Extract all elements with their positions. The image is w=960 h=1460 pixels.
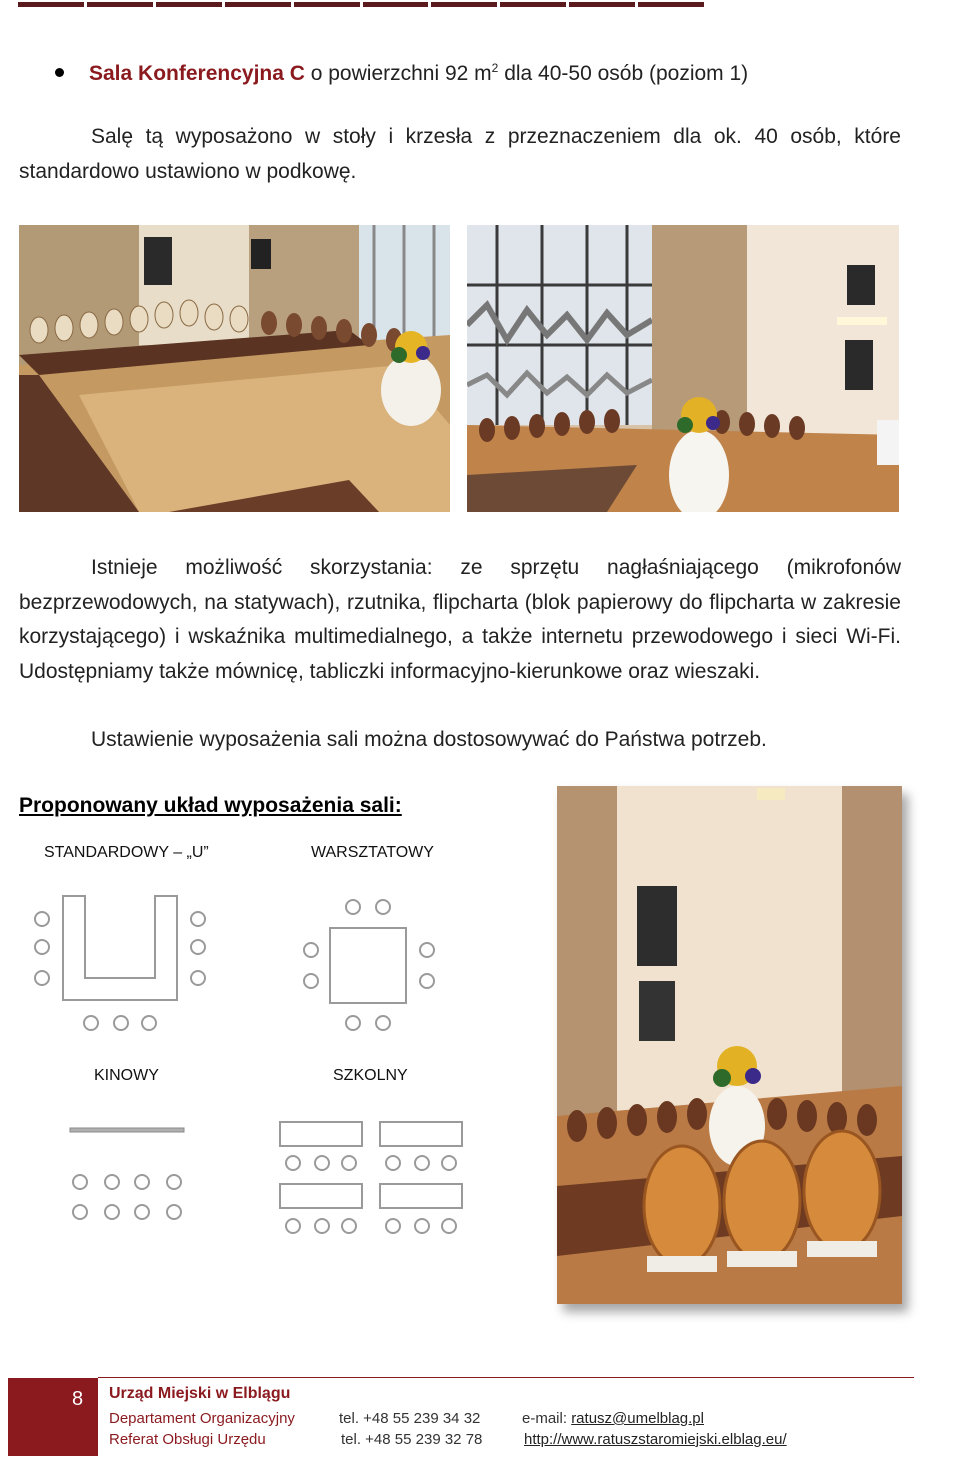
room-photo-left [19, 225, 450, 512]
page-number: 8 [72, 1388, 84, 1410]
footer-email-row [522, 1410, 704, 1427]
layouts-title: Proponowany układ wyposażenia sali: [19, 794, 402, 817]
layout-label-workshop: WARSZTATOWY [311, 844, 434, 861]
footer-page-block [8, 1378, 98, 1456]
top-decorative-bar [18, 2, 704, 7]
footer-department: Departament Organizacyjny [109, 1410, 295, 1427]
room-area-text: o powierzchni 92 m [304, 62, 492, 85]
room-heading [55, 53, 748, 89]
layout-customization-note: Ustawienie wyposażenia sali można dostosowywać do Państwa potrzeb. [91, 728, 767, 751]
layout-label-cinema: KINOWY [94, 1067, 159, 1084]
diagram-school-layout [275, 1118, 470, 1238]
footer-divider [98, 1377, 914, 1378]
room-description: Salę tą wyposażono w stoły i krzesła z przeznaczeniem dla ok. 40 osób, które standardowo ustawiono w podkowę. [19, 125, 901, 183]
diagram-u-layout [30, 890, 220, 1035]
area-unit-superscript: 2 [491, 61, 499, 75]
footer-email-label: e-mail: [522, 1410, 572, 1427]
equipment-description: Istnieje możliwość skorzystania: ze sprzętu nagłaśniającego (mikrofonów bezprzewodowych, na statywach), rzutnika, flipcharta (blok papierowy do flipcharta w zakresie korzystającego) i wskaźnika multimedialnego, a także internetu przewodowego i sieci Wi-Fi. Udostępniamy także mównicę, tabliczki informacyjno-kierunkowe oraz wieszaki. [19, 556, 901, 683]
layout-label-school: SZKOLNY [333, 1067, 408, 1084]
layout-label-standard: STANDARDOWY – „U” [44, 844, 209, 861]
bullet-icon [55, 68, 64, 77]
footer-website-link[interactable]: http://www.ratuszstaromiejski.elblag.eu/ [524, 1431, 787, 1448]
footer-office: Referat Obsługi Urzędu [109, 1431, 266, 1448]
room-photo-tall [557, 786, 902, 1304]
diagram-cinema-layout [60, 1120, 195, 1225]
footer-phone-1: tel. +48 55 239 34 32 [339, 1410, 481, 1427]
footer-email-link[interactable]: ratusz@umelblag.pl [571, 1410, 704, 1427]
footer-website-row [524, 1431, 787, 1448]
footer-phone-2: tel. +48 55 239 32 78 [341, 1431, 483, 1448]
room-name: Sala Konferencyjna C [89, 62, 305, 85]
room-photo-right [467, 225, 899, 512]
footer-organization: Urząd Miejski w Elblągu [109, 1385, 291, 1402]
room-capacity-text: dla 40-50 osób (poziom 1) [498, 62, 749, 85]
diagram-workshop-layout [295, 893, 445, 1038]
